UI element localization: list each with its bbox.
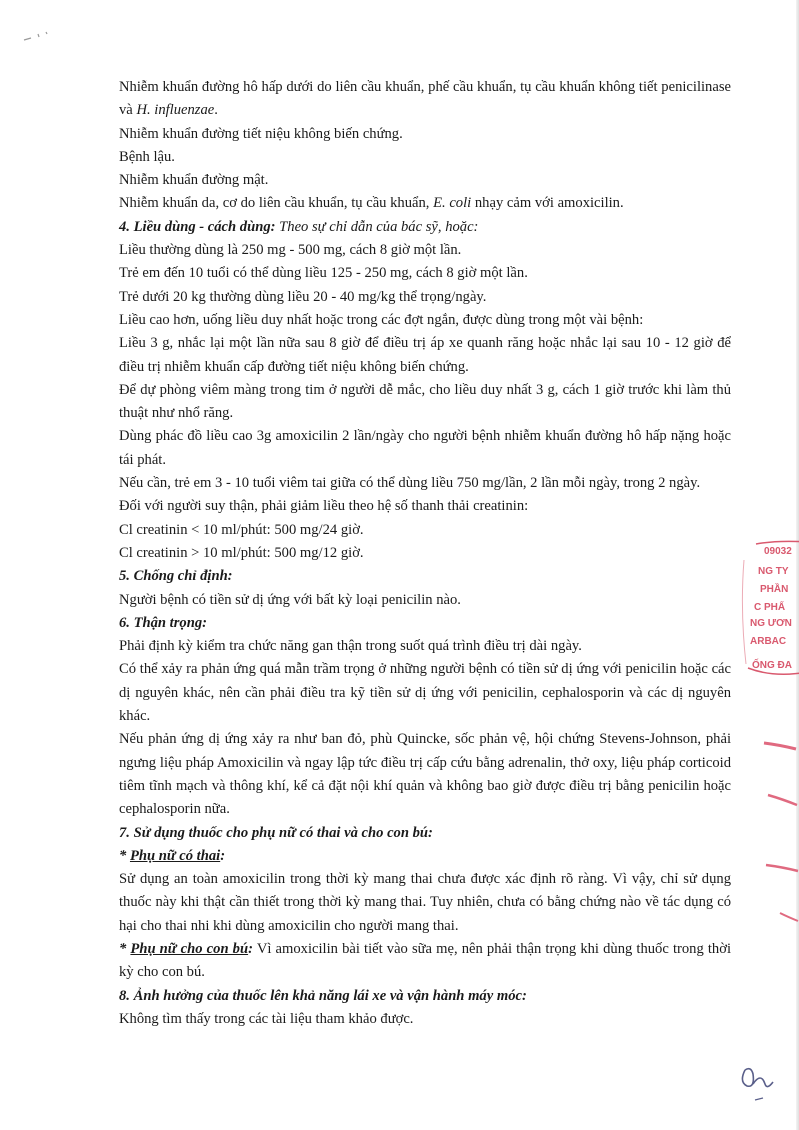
dosage-line-5: Liều 3 g, nhắc lại một lần nữa sau 8 giờ để điều trị áp xe quanh răng hoặc nhắc lại sau 10 - 12 giờ để điều trị nhiễm khuẩn cấp đường tiết niệu không biến chứng. [119, 335, 731, 375]
document-body [119, 76, 731, 1031]
dosage-line-11: Cl creatinin > 10 ml/phút: 500 mg/12 giờ. [119, 544, 364, 561]
dosage-line-1: Liều thường dùng là 250 mg - 500 mg, cách 8 giờ một lần. [119, 242, 462, 259]
dosage-line-7: Dùng phác đồ liều cao 3g amoxicilin 2 lần/ngày cho người bệnh nhiễm khuẩn đường hô hấp nặng hoặc tái phát. [119, 428, 731, 468]
stamp-line: PHẦN [760, 584, 789, 595]
lactation-paragraph: * Phụ nữ cho con bú: Vì amoxicilin bài tiết vào sữa mẹ, nên phải thận trọng khi dùng thuốc trong thời kỳ cho con bú. [119, 940, 731, 981]
dosage-line-10: Cl creatinin < 10 ml/phút: 500 mg/24 giờ. [119, 521, 364, 538]
dosage-line-8: Nếu cần, trẻ em 3 - 10 tuổi viêm tai giữa có thể dùng liều 750 mg/lần, 2 lần mỗi ngày, trong 2 ngày. [119, 475, 701, 492]
heading-dosage: 4. Liều dùng - cách dùng: Theo sự chỉ dẫn của bác sỹ, hoặc: [119, 218, 479, 235]
heading-contraindications: 5. Chống chỉ định: [119, 568, 233, 585]
dosage-line-3: Trẻ dưới 20 kg thường dùng liều 20 - 40 mg/kg thể trọng/ngày. [119, 288, 487, 305]
dosage-line-9: Đối với người suy thận, phải giảm liều theo hệ số thanh thải creatinin: [119, 498, 529, 515]
stamp-line: NG ƯƠN [750, 618, 792, 629]
paragraph-urinary: Nhiễm khuẩn đường tiết niệu không biến chứng. [119, 125, 403, 142]
heading-driving: 8. Ảnh hưởng của thuốc lên khả năng lái xe và vận hành máy móc: [119, 987, 527, 1004]
paragraph-skin: Nhiễm khuẩn da, cơ do liên cầu khuẩn, tụ cầu khuẩn, E. coli nhạy cảm với amoxicilin. [119, 195, 624, 212]
driving-text: Không tìm thấy trong các tài liệu tham khảo được. [119, 1010, 414, 1027]
stamp-line: NG TY [758, 566, 789, 577]
precaution-line-2: Có thể xảy ra phản ứng quá mẫn trầm trọng ở những người bệnh có tiền sử dị ứng với penicilin hoặc các dị nguyên khác, nên cần phải điều tra kỹ tiền sử dị ứng với penicilin, cephalosporin và các dị nguyên khác. [119, 661, 731, 725]
stamp-line: ARBAC [750, 636, 787, 647]
heading-pregnancy-lactation: 7. Sử dụng thuốc cho phụ nữ có thai và cho con bú: [119, 824, 433, 841]
precaution-line-1: Phải định kỳ kiểm tra chức năng gan thận trong suốt quá trình điều trị dài ngày. [119, 638, 582, 655]
pen-mark-top [22, 28, 52, 48]
company-stamp [738, 540, 799, 680]
subheading-pregnancy: * Phụ nữ có thai: [119, 847, 226, 864]
heading-precautions: 6. Thận trọng: [119, 614, 207, 631]
stamp-line: C PHẨ [754, 602, 786, 613]
pregnancy-text: Sử dụng an toàn amoxicilin trong thời kỳ mang thai chưa được xác định rõ ràng. Vì vậy, chỉ sử dụng thuốc này khi thật cần thiết trong thời kỳ mang thai. Tuy nhiên, chưa có bằng chứng nào về tác dụng có hại cho thai nhi khi dùng amoxicilin cho người mang thai. [119, 871, 731, 934]
paragraph-gonorrhea: Bệnh lậu. [119, 148, 175, 165]
contraindication-text: Người bệnh có tiền sử dị ứng với bất kỳ loại penicilin nào. [119, 591, 461, 608]
dosage-line-2: Trẻ em đến 10 tuổi có thể dùng liều 125 - 250 mg, cách 8 giờ một lần. [119, 265, 528, 282]
stamp-line: ỐNG ĐA [752, 660, 792, 671]
precaution-line-3: Nếu phản ứng dị ứng xảy ra như ban đỏ, phù Quincke, sốc phản vệ, hội chứng Stevens-Johnson, phải ngưng liệu pháp Amoxicilin và ngay lập tức điều trị cấp cứu bằng adrenalin, thở oxy, liệu pháp corticoid tiêm tĩnh mạch và thông khí, kể cả đặt nội khí quản và không bao giờ được điều trị bằng penicilin hoặc cephalosporin nữa. [119, 731, 731, 818]
dosage-line-4: Liều cao hơn, uống liều duy nhất hoặc trong các đợt ngắn, được dùng trong một vài bệnh: [119, 311, 644, 328]
paragraph-biliary: Nhiễm khuẩn đường mật. [119, 172, 269, 189]
red-pen-strokes [762, 735, 799, 925]
dosage-line-6: Để dự phòng viêm màng trong tim ở người dễ mắc, cho liều duy nhất 3 g, cách 1 giờ trước khi làm thủ thuật như nhổ răng. [119, 381, 731, 422]
handwritten-initial [735, 1062, 785, 1107]
paragraph-respiratory: Nhiễm khuẩn đường hô hấp dưới do liên cầu khuẩn, phế cầu khuẩn, tụ cầu khuẩn không tiết penicilinase và H. influenzae. [119, 79, 731, 119]
stamp-line: 09032 [764, 546, 792, 557]
